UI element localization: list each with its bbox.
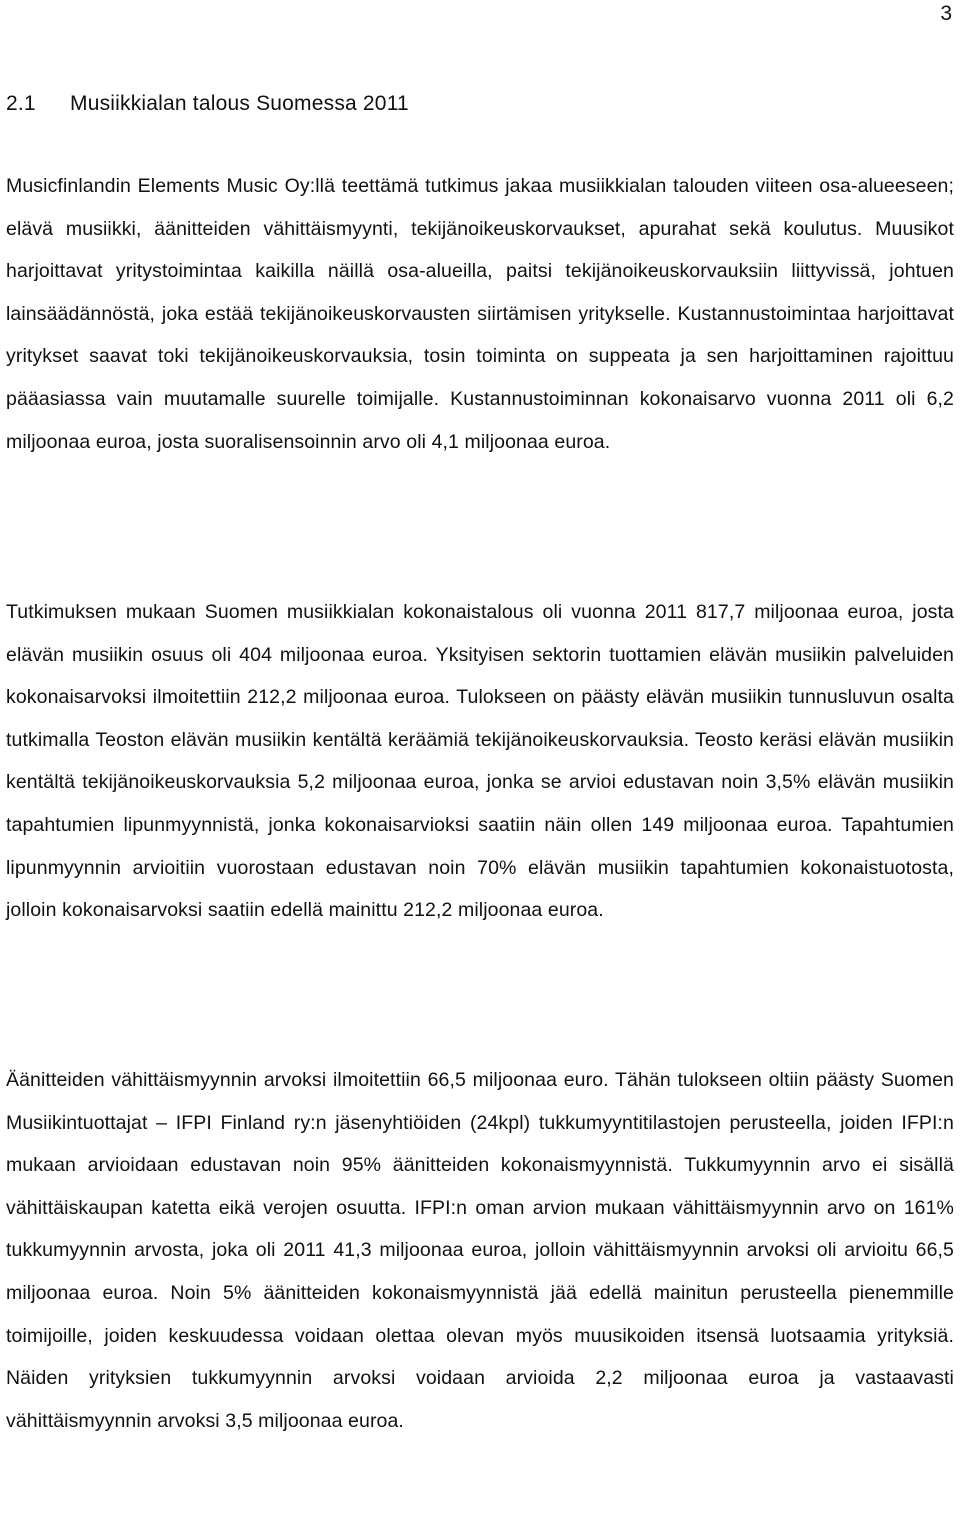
paragraph-recordings: Äänitteiden vähittäismyynnin arvoksi ilmoitettiin 66,5 miljoonaa euro. Tähän tulokseen oltiin päästy Suomen Musiikintuottajat – IFPI Finland ry:n jäsenyhtiöiden (24kpl) tukkumyyntitilastojen perusteella, joiden IFPI:n mukaan arvioidaan edustavan noin 95% äänitteiden kokonaismyynnistä. Tukkumyynnin arvo ei sisällä vähittäiskaupan katetta eikä verojen osuutta. IFPI:n oman arvion mukaan vähittäismyynnin arvo on 161% tukkumyynnin arvosta, joka oli 2011 41,3 miljoonaa euroa, jolloin vähittäismyynnin arvoksi oli arvioitu 66,5 miljoonaa euroa. Noin 5% äänitteiden kokonaismyynnistä jää edellä mainitun perusteella pienemmille toimijoille, joiden keskuudessa voidaan olettaa olevan myös muusikoiden itsensä luotsaamia yrityksiä. Näiden yrityksien tukkumyynnin arvoksi voidaan arvioida 2,2 miljoonaa euroa ja vastaavasti vähittäismyynnin arvoksi 3,5 miljoonaa euroa.: [6, 1069, 954, 1432]
section-number: 2.1: [6, 92, 36, 115]
section-title: Musiikkialan talous Suomessa 2011: [70, 92, 409, 115]
page-number: 3: [940, 2, 952, 25]
paragraph-live-music: Tutkimuksen mukaan Suomen musiikkialan kokonaistalous oli vuonna 2011 817,7 miljoonaa euroa, josta elävän musiikin osuus oli 404 miljoonaa euroa. Yksityisen sektorin tuottamien elävän musiikin palveluiden kokonaisarvoksi ilmoitettiin 212,2 miljoonaa euroa. Tulokseen on päästy elävän musiikin tunnusluvun osalta tutkimalla Teoston elävän musiikin kentältä keräämiä tekijänoikeuskorvauksia. Teosto keräsi elävän musiikin kentältä tekijänoikeuskorvauksia 5,2 miljoonaa euroa, jonka se arvioi edustavan noin 3,5% elävän musiikin tapahtumien lipunmyynnistä, jonka kokonaisarvioksi saatiin näin ollen 149 miljoonaa euroa. Tapahtumien lipunmyynnin arvioitiin vuorostaan edustavan noin 70% elävän musiikin tapahtumien kokonaistuotosta, jolloin kokonaisarvoksi saatiin edellä mainittu 212,2 miljoonaa euroa.: [6, 601, 954, 922]
paragraph-intro: Musicfinlandin Elements Music Oy:llä teettämä tutkimus jakaa musiikkialan talouden viiteen osa-alueeseen; elävä musiikki, äänitteiden vähittäismyynti, tekijänoikeuskorvaukset, apurahat sekä koulutus. Muusikot harjoittavat yritystoimintaa kaikilla näillä osa-alueilla, paitsi tekijänoikeuskorvauksiin liittyvissä, johtuen lainsäädännöstä, joka estää tekijänoikeuskorvausten siirtämisen yritykselle. Kustannustoimintaa harjoittavat yritykset saavat toki tekijänoikeuskorvauksia, tosin toiminta on suppeata ja sen harjoittaminen rajoittuu pääasiassa vain muutamalle suurelle toimijalle. Kustannustoiminnan kokonaisarvo vuonna 2011 oli 6,2 miljoonaa euroa, josta suoralisensoinnin arvo oli 4,1 miljoonaa euroa.: [6, 175, 954, 453]
section-heading: [6, 90, 409, 118]
